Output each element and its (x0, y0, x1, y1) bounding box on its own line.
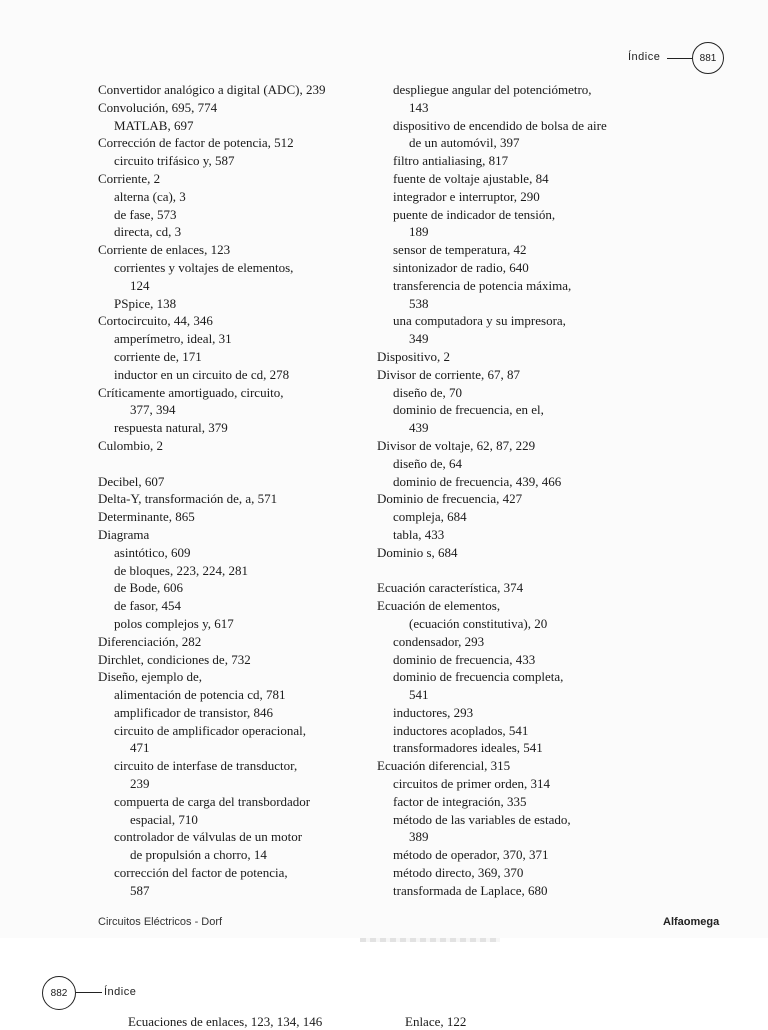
next-page-left-fragment: Ecuaciones de enlaces, 123, 134, 146 (128, 1014, 323, 1029)
index-subentry: dominio de frecuencia completa, (393, 669, 564, 685)
index-subentry: alimentación de potencia cd, 781 (114, 687, 286, 703)
index-subentry: espacial, 710 (130, 811, 198, 827)
index-subentry: PSpice, 138 (114, 295, 177, 311)
index-subentry: inductores, 293 (393, 704, 474, 720)
index-subentry: circuito de amplificador operacional, (114, 722, 307, 738)
index-entry: Convolución, 695, 774 (98, 99, 218, 115)
index-entry: Decibel, 607 (98, 473, 165, 489)
section-label: Índice (628, 51, 661, 63)
index-subentry: sensor de temperatura, 42 (393, 242, 527, 258)
index-subentry: 541 (409, 687, 429, 703)
index-subentry: dominio de frecuencia, 439, 466 (393, 473, 562, 489)
index-subentry: 377, 394 (130, 402, 176, 418)
index-spacer (98, 455, 370, 473)
index-subentry: 239 (130, 776, 150, 792)
index-subentry: alterna (ca), 3 (114, 188, 186, 204)
index-entry: Dirchlet, condiciones de, 732 (98, 651, 251, 667)
index-subentry: directa, cd, 3 (114, 224, 182, 240)
header-rule (667, 58, 692, 59)
index-subentry: método de operador, 370, 371 (393, 847, 549, 863)
index-subentry: puente de indicador de tensión, (393, 206, 556, 222)
index-entry: Culombio, 2 (98, 437, 164, 453)
next-page-right-fragment: Enlace, 122 (405, 1014, 467, 1029)
index-entry: Ecuación característica, 374 (377, 580, 524, 596)
index-entry: Divisor de corriente, 67, 87 (377, 366, 520, 382)
next-page-section-label: Índice (104, 986, 137, 998)
index-entry: Corriente, 2 (98, 170, 161, 186)
index-subentry: polos complejos y, 617 (114, 615, 234, 631)
index-entry: Ecuación diferencial, 315 (377, 758, 511, 774)
index-subentry: corrientes y voltajes de elementos, (114, 259, 294, 275)
index-subentry: circuitos de primer orden, 314 (393, 776, 551, 792)
next-page-number: 882 (50, 987, 68, 999)
index-subentry: fuente de voltaje ajustable, 84 (393, 170, 549, 186)
index-subentry: 349 (409, 331, 429, 347)
index-subentry: inductor en un circuito de cd, 278 (114, 366, 290, 382)
index-subentry: de bloques, 223, 224, 281 (114, 562, 248, 578)
index-subentry: 389 (409, 829, 429, 845)
index-entry: Cortocircuito, 44, 346 (98, 313, 213, 329)
index-subentry: compleja, 684 (393, 509, 467, 525)
next-page-header-rule (76, 992, 102, 993)
index-subentry: método directo, 369, 370 (393, 865, 524, 881)
index-subentry: dispositivo de encendido de bolsa de aire (393, 117, 607, 133)
index-entry: Delta-Y, transformación de, a, 571 (98, 491, 278, 507)
index-entry: Diferenciación, 282 (98, 633, 202, 649)
index-subentry: amplificador de transistor, 846 (114, 704, 274, 720)
index-entry: Convertidor analógico a digital (ADC), 239 (98, 82, 326, 97)
index-spacer (377, 562, 677, 580)
index-subentry: tabla, 433 (393, 526, 445, 542)
scan-artifact (360, 938, 500, 942)
index-subentry: una computadora y su impresora, (393, 313, 566, 329)
index-subentry: 587 (130, 882, 150, 898)
index-subentry: inductores acoplados, 541 (393, 722, 529, 738)
index-entry: Dispositivo, 2 (377, 348, 450, 364)
index-entry: Corriente de enlaces, 123 (98, 242, 231, 258)
index-subentry: de propulsión a chorro, 14 (130, 847, 267, 863)
index-subentry: corrección del factor de potencia, (114, 865, 288, 881)
page-number-badge (692, 42, 724, 74)
index-subentry: integrador e interruptor, 290 (393, 188, 540, 204)
index-entry: Corrección de factor de potencia, 512 (98, 135, 294, 151)
index-subentry: de un automóvil, 397 (409, 135, 520, 151)
index-subentry: 538 (409, 295, 429, 311)
index-subentry: 471 (130, 740, 150, 756)
index-subentry: condensador, 293 (393, 633, 485, 649)
index-entry: Divisor de voltaje, 62, 87, 229 (377, 437, 536, 453)
index-subentry: corriente de, 171 (114, 348, 202, 364)
index-subentry: de fase, 573 (114, 206, 177, 222)
index-subentry: 143 (409, 99, 429, 115)
index-subentry: transformada de Laplace, 680 (393, 882, 548, 898)
next-page-number-badge (42, 976, 76, 1010)
index-subentry: respuesta natural, 379 (114, 420, 228, 436)
page-number: 881 (699, 52, 717, 64)
index-subentry: sintonizador de radio, 640 (393, 259, 529, 275)
index-subentry: 439 (409, 420, 429, 436)
index-subentry: método de las variables de estado, (393, 811, 571, 827)
index-subentry: 189 (409, 224, 429, 240)
index-subentry: 124 (130, 277, 150, 293)
index-subentry: asintótico, 609 (114, 544, 191, 560)
index-entry: Dominio de frecuencia, 427 (377, 491, 523, 507)
index-subentry: factor de integración, 335 (393, 793, 527, 809)
index-entry: Determinante, 865 (98, 509, 195, 525)
index-subentry: de fasor, 454 (114, 598, 181, 614)
footer-publisher: Alfaomega (663, 916, 720, 928)
index-entry: Ecuación de elementos, (377, 598, 501, 614)
index-entry: Críticamente amortiguado, circuito, (98, 384, 284, 400)
index-subentry: dominio de frecuencia, en el, (393, 402, 544, 418)
index-subentry: diseño de, 70 (393, 384, 462, 400)
footer-book-title: Circuitos Eléctricos - Dorf (98, 916, 223, 928)
index-subentry: MATLAB, 697 (114, 117, 194, 133)
index-subentry: circuito trifásico y, 587 (114, 153, 235, 169)
index-subentry: de Bode, 606 (114, 580, 183, 596)
index-subentry: compuerta de carga del transbordador (114, 793, 311, 809)
index-entry: Dominio s, 684 (377, 544, 458, 560)
index-entry: Diseño, ejemplo de, (98, 669, 202, 685)
index-subentry: filtro antialiasing, 817 (393, 153, 509, 169)
index-subentry: circuito de interfase de transductor, (114, 758, 298, 774)
index-subentry: (ecuación constitutiva), 20 (409, 615, 548, 631)
index-entry: Diagrama (98, 526, 150, 542)
index-column-right (377, 81, 677, 900)
index-subentry: amperímetro, ideal, 31 (114, 331, 232, 347)
index-subentry: transformadores ideales, 541 (393, 740, 543, 756)
index-subentry: controlador de válvulas de un motor (114, 829, 303, 845)
index-subentry: despliegue angular del potenciómetro, (393, 82, 592, 97)
index-subentry: dominio de frecuencia, 433 (393, 651, 536, 667)
index-column-left (98, 81, 370, 900)
index-subentry: transferencia de potencia máxima, (393, 277, 572, 293)
index-subentry: diseño de, 64 (393, 455, 462, 471)
